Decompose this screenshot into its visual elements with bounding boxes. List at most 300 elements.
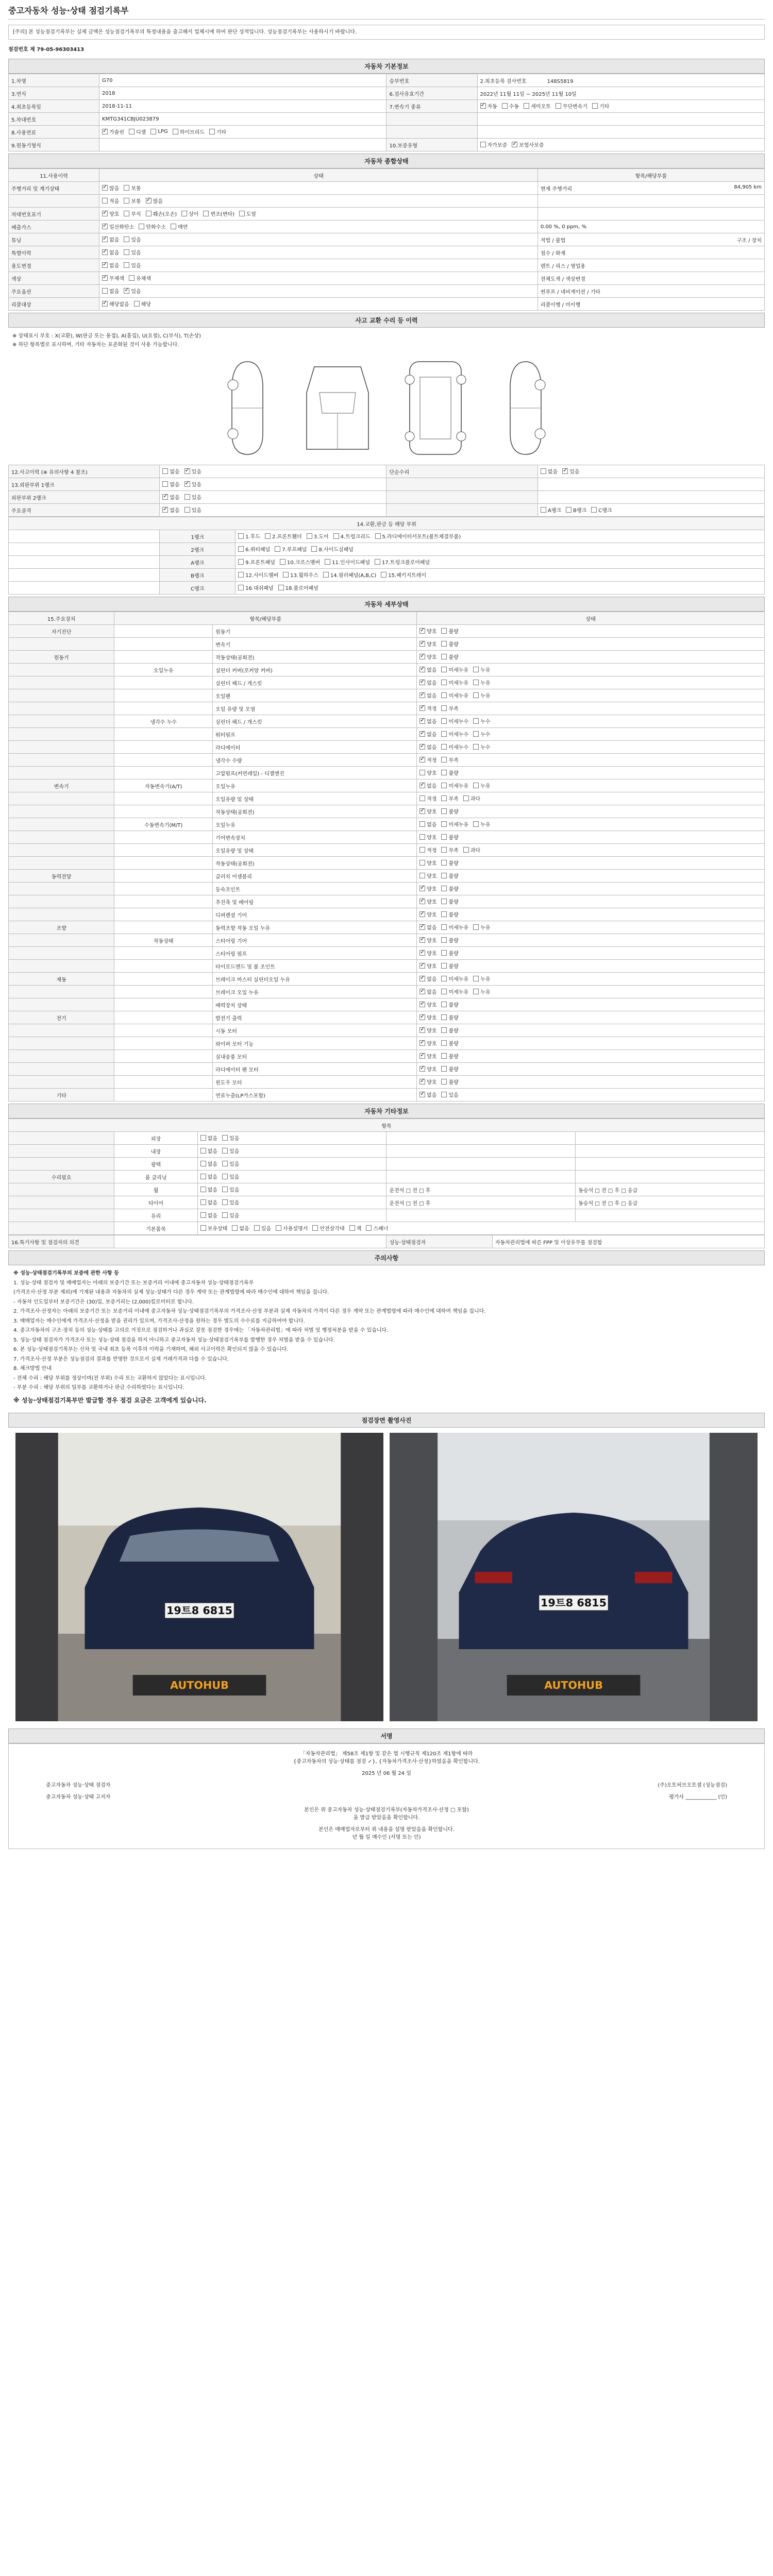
detail-option-label: 없음 [427, 1093, 437, 1098]
other-checkbox[interactable] [200, 1160, 217, 1167]
detail-checkbox[interactable] [419, 910, 436, 918]
detail-checkbox[interactable] [441, 923, 468, 931]
detail-option-label: 양호 [427, 655, 437, 660]
part-checkbox[interactable] [275, 545, 307, 553]
detail-checkbox[interactable] [441, 833, 458, 841]
detail-checkbox[interactable] [419, 859, 436, 867]
caution-item: - 부분 수리 : 해당 부위의 일부를 교환하거나 판금 수리하였다는 표시입니다. [13, 1385, 184, 1391]
detail-option-label: 불량 [448, 1003, 459, 1008]
warranty-checkbox[interactable] [512, 141, 544, 148]
detail-checkbox[interactable] [441, 743, 468, 751]
detail-item: 스티어링 펌프 [213, 947, 417, 960]
detail-category: 원동기 [9, 651, 114, 664]
general-checkbox[interactable] [102, 287, 119, 295]
remarks-label: 16.특기사항 및 점검자의 의견 [9, 1235, 114, 1248]
detail-checkbox[interactable] [441, 691, 468, 699]
detail-item: 타이로드엔드 및 볼 조인트 [213, 960, 417, 973]
general-checkbox[interactable] [124, 248, 141, 256]
detail-item: 기어변속장치 [213, 831, 417, 844]
general-options [102, 210, 535, 218]
checkbox-icon [124, 185, 129, 191]
part-checkbox[interactable] [375, 532, 461, 540]
detail-checkbox[interactable] [441, 666, 468, 673]
detail-option-label: 불량 [448, 642, 459, 648]
detail-checkbox[interactable] [441, 704, 458, 712]
detail-subcategory [114, 638, 213, 651]
part-option-label: 11.인사이드패널 [332, 560, 371, 566]
detail-option-label: 적정 [427, 706, 437, 712]
checkbox-icon [419, 744, 425, 750]
accident-options [162, 506, 383, 514]
checkbox-icon [419, 654, 425, 659]
accident-checkbox[interactable] [162, 506, 179, 514]
accident-checkbox[interactable] [162, 467, 179, 475]
general-checkbox[interactable] [124, 184, 141, 192]
part-checkbox[interactable] [333, 532, 371, 540]
other-options [200, 1147, 384, 1155]
detail-checkbox[interactable] [441, 846, 458, 854]
part-checkbox[interactable] [325, 558, 370, 566]
part-checkbox[interactable] [238, 532, 260, 540]
detail-checkbox[interactable] [419, 1065, 436, 1073]
accident-2-checkbox[interactable] [541, 506, 561, 514]
detail-option-label: 불량 [448, 938, 459, 944]
detail-item: 스티어링 기어 [213, 934, 417, 947]
accident-label-2 [386, 504, 537, 517]
detail-subcategory [114, 625, 213, 638]
detail-checkbox[interactable] [441, 975, 468, 982]
detail-checkbox[interactable] [419, 730, 436, 738]
detail-option-label: 불량 [448, 771, 459, 776]
detail-checkbox[interactable] [419, 885, 436, 892]
detail-row [9, 1089, 765, 1101]
checkbox-icon [222, 1187, 228, 1192]
part-checkbox[interactable] [283, 571, 318, 579]
transmission-checkbox[interactable] [592, 102, 609, 110]
other-checkbox[interactable] [222, 1185, 239, 1193]
basic-value-2 [477, 126, 764, 139]
detail-option-label: 불량 [448, 835, 459, 841]
other-checkbox[interactable] [200, 1224, 228, 1232]
detail-checkbox[interactable] [441, 820, 468, 828]
detail-item: 냉각수 수량 [213, 754, 417, 767]
detail-checkbox[interactable] [441, 1091, 458, 1098]
other-checkbox[interactable] [349, 1224, 362, 1232]
detail-checkbox[interactable] [419, 962, 436, 970]
fuel-checkbox[interactable] [102, 128, 124, 135]
detail-options [419, 627, 762, 635]
detail-checkbox[interactable] [441, 910, 458, 918]
checkbox-icon [441, 628, 447, 634]
general-checkbox[interactable] [124, 287, 141, 295]
accident-table [8, 465, 765, 517]
detail-checkbox[interactable] [419, 1091, 436, 1098]
general-checkbox[interactable] [139, 223, 166, 230]
detail-checkbox[interactable] [473, 820, 490, 828]
general-option-label: 해당없음 [109, 302, 129, 308]
general-checkbox[interactable] [239, 210, 256, 217]
detail-checkbox[interactable] [419, 820, 436, 828]
part-checkbox[interactable] [280, 558, 320, 566]
basic-label-2: 7.변속기 종류 [386, 100, 477, 113]
general-checkbox[interactable] [102, 261, 119, 269]
detail-checkbox[interactable] [419, 769, 436, 776]
accident-checkbox[interactable] [162, 480, 179, 488]
detail-checkbox[interactable] [419, 807, 436, 815]
transmission-option-label: 세미오토 [531, 104, 551, 110]
other-checkbox[interactable] [222, 1134, 239, 1142]
general-checkbox[interactable] [129, 274, 151, 282]
general-checkbox[interactable] [134, 300, 151, 308]
parts-title-row [9, 517, 765, 530]
checkbox-icon [162, 481, 168, 487]
detail-option-label: 있음 [448, 1093, 459, 1098]
other-checkbox[interactable] [200, 1198, 217, 1206]
detail-option-label: 불량 [448, 1015, 459, 1021]
general-checkbox[interactable] [171, 223, 188, 230]
accident-checkbox[interactable] [184, 493, 201, 501]
detail-checkbox[interactable] [473, 988, 490, 995]
detail-checkbox[interactable] [441, 640, 458, 648]
checkbox-icon [419, 770, 425, 775]
detail-row [9, 831, 765, 844]
detail-checkbox[interactable] [419, 704, 436, 712]
other-option-label: 없음 [207, 1136, 218, 1142]
detail-subcategory: 수동변속기(M/T) [114, 818, 213, 831]
detail-checkbox[interactable] [419, 988, 436, 995]
detail-checkbox[interactable] [419, 679, 436, 686]
general-checkbox[interactable] [102, 274, 124, 282]
detail-option-label: 불량 [448, 951, 459, 957]
part-checkbox[interactable] [311, 545, 354, 553]
detail-checkbox[interactable] [473, 730, 490, 738]
detail-checkbox[interactable] [441, 1001, 458, 1008]
accident-2-checkbox[interactable] [566, 506, 586, 514]
detail-state [417, 625, 765, 638]
detail-checkbox[interactable] [419, 794, 436, 802]
other-checkbox[interactable] [312, 1224, 344, 1232]
basic-value-text: G70 [102, 77, 113, 83]
warranty-checkbox[interactable] [480, 141, 508, 148]
detail-checkbox[interactable] [441, 782, 468, 789]
general-checkbox[interactable] [203, 210, 234, 217]
accident-option-label: 있음 [191, 469, 202, 475]
other-checkbox[interactable] [366, 1224, 388, 1232]
general-checkbox[interactable] [102, 235, 119, 243]
detail-checkbox[interactable] [441, 1013, 458, 1021]
detail-checkbox[interactable] [441, 936, 458, 944]
checkbox-icon [419, 731, 425, 737]
transmission-checkbox[interactable] [556, 102, 587, 110]
detail-option-label: 누유 [480, 693, 491, 699]
car-frame-diagram [397, 357, 474, 460]
detail-option-label: 없음 [427, 693, 437, 699]
caution-item: (가격조사·산정 부분 제외)에 기재된 내용과 자동차의 실제 성능·상태가 다른 경우 계약 또는 관계법령에 따라 매수인에 대하여 책임을 집니다. [13, 1290, 329, 1295]
general-label: 튜닝 [9, 233, 99, 246]
detail-row [9, 934, 765, 947]
other-checkbox[interactable] [222, 1198, 239, 1206]
detail-checkbox[interactable] [441, 1052, 458, 1060]
transmission-checkbox[interactable] [524, 102, 551, 110]
detail-state [417, 947, 765, 960]
detail-option-label: 없음 [427, 990, 437, 995]
other-row [9, 1196, 765, 1209]
detail-row [9, 805, 765, 818]
detail-checkbox[interactable] [441, 962, 458, 970]
checkbox-icon [441, 783, 447, 788]
detail-checkbox[interactable] [441, 756, 458, 764]
detail-checkbox[interactable] [419, 872, 436, 879]
detail-checkbox[interactable] [419, 833, 436, 841]
transmission-option-label: 수동 [509, 104, 519, 110]
detail-option-label: 적정 [427, 796, 437, 802]
other-checkbox[interactable] [200, 1185, 217, 1193]
detail-checkbox[interactable] [419, 846, 436, 854]
detail-options [419, 730, 762, 738]
other-checkbox[interactable] [254, 1224, 271, 1232]
accident-checkbox[interactable] [184, 467, 201, 475]
basic-value-text: 2018-11-11 [102, 103, 132, 109]
detail-subcategory: 작동상태 [114, 934, 213, 947]
detail-category [9, 1076, 114, 1089]
general-option-label: 상이 [189, 212, 199, 217]
detail-checkbox[interactable] [419, 756, 436, 764]
other-extra-2 [576, 1171, 765, 1183]
general-checkbox[interactable] [146, 197, 163, 205]
checkbox-icon [146, 198, 152, 204]
other-header-row [9, 1119, 765, 1132]
part-checkbox[interactable] [278, 584, 318, 591]
detail-checkbox[interactable] [441, 988, 468, 995]
checkbox-icon [419, 1066, 425, 1072]
detail-checkbox[interactable] [441, 897, 458, 905]
general-options [102, 184, 535, 192]
checkbox-icon [419, 1014, 425, 1020]
detail-checkbox[interactable] [441, 1065, 458, 1073]
part-checkbox[interactable] [265, 532, 302, 540]
detail-checkbox[interactable] [441, 949, 458, 957]
fuel-checkbox[interactable] [150, 129, 167, 134]
other-checkbox[interactable] [222, 1160, 239, 1167]
other-group [9, 1145, 114, 1158]
detail-option-label: 양호 [427, 951, 437, 957]
detail-checkbox[interactable] [419, 743, 436, 751]
appraiser-row [46, 1792, 727, 1800]
part-option-label: 3.도어 [313, 534, 329, 540]
detail-checkbox[interactable] [441, 1078, 458, 1086]
detail-checkbox[interactable] [441, 872, 458, 879]
detail-item: 작동상태(공회전) [213, 857, 417, 870]
part-checkbox[interactable] [238, 584, 274, 591]
checkbox-icon [419, 1040, 425, 1046]
part-checkbox[interactable] [381, 571, 426, 579]
detail-option-label: 없음 [427, 745, 437, 751]
detail-checkbox[interactable] [463, 794, 480, 802]
detail-checkbox[interactable] [419, 691, 436, 699]
detail-checkbox[interactable] [441, 730, 468, 738]
general-checkbox[interactable] [181, 210, 198, 217]
detail-checkbox[interactable] [473, 679, 490, 686]
general-checkbox[interactable] [102, 248, 119, 256]
detail-checkbox[interactable] [419, 1039, 436, 1047]
detail-checkbox[interactable] [419, 936, 436, 944]
checkbox-icon [129, 129, 135, 134]
other-checkbox[interactable] [200, 1211, 217, 1219]
general-state [99, 208, 538, 221]
accident-state [160, 465, 386, 478]
part-checkbox[interactable] [238, 558, 275, 566]
general-checkbox[interactable] [124, 197, 141, 205]
detail-checkbox[interactable] [441, 717, 468, 725]
general-row [9, 195, 765, 208]
detail-checkbox[interactable] [441, 769, 458, 776]
detail-item: 라디에이터 팬 모터 [213, 1063, 417, 1076]
other-checkbox[interactable] [232, 1224, 249, 1232]
general-row [9, 272, 765, 285]
detail-checkbox[interactable] [463, 846, 480, 854]
part-option-label: 1.후드 [245, 534, 260, 540]
fuel-checkbox[interactable] [173, 128, 205, 135]
detail-checkbox[interactable] [419, 1013, 436, 1021]
detail-options [419, 949, 762, 957]
part-checkbox[interactable] [238, 571, 278, 579]
other-checkbox[interactable] [200, 1147, 217, 1155]
detail-checkbox[interactable] [419, 782, 436, 789]
fuel-checkbox[interactable] [129, 128, 146, 135]
detail-checkbox[interactable] [473, 743, 490, 751]
other-checkbox[interactable] [200, 1134, 217, 1142]
general-checkbox[interactable] [102, 300, 129, 308]
detail-checkbox[interactable] [419, 923, 436, 931]
rear-lift-brand: AUTOHUB [544, 1679, 603, 1692]
part-checkbox[interactable] [238, 545, 270, 553]
detail-checkbox[interactable] [441, 653, 458, 660]
general-checkbox[interactable] [124, 235, 141, 243]
accident-checkbox[interactable] [162, 493, 179, 501]
accident-2-checkbox[interactable] [541, 467, 558, 475]
checkbox-icon [102, 185, 108, 191]
general-checkbox[interactable] [124, 210, 141, 217]
general-option-label: 보통 [131, 199, 141, 205]
caution-item: 1. 성능·상태 점검자 및 매매업자는 아래의 보증기간 또는 보증거리 이내에 중고자동차 성능·상태점검기록부 [13, 1280, 254, 1286]
detail-option-label: 양호 [427, 629, 437, 635]
detail-checkbox[interactable] [441, 859, 458, 867]
accident-checkbox[interactable] [184, 506, 201, 514]
other-checkbox[interactable] [200, 1173, 217, 1180]
detail-item: 원동기 [213, 625, 417, 638]
detail-subcategory [114, 754, 213, 767]
parts-rank: 1랭크 [160, 530, 236, 543]
other-checkbox[interactable] [276, 1224, 308, 1232]
checkbox-icon [275, 546, 280, 552]
detail-checkbox[interactable] [441, 794, 458, 802]
detail-checkbox[interactable] [473, 691, 490, 699]
checkbox-icon [441, 976, 447, 981]
detail-checkbox[interactable] [441, 627, 458, 635]
part-checkbox[interactable] [375, 558, 430, 566]
detail-checkbox[interactable] [419, 640, 436, 648]
basic-value-3-text: 148S5819 [547, 78, 574, 84]
car-top-front-diagram [299, 357, 376, 460]
accident-checkbox[interactable] [184, 480, 201, 488]
parts-items [236, 543, 765, 556]
detail-subcategory [114, 1050, 213, 1063]
detail-checkbox[interactable] [441, 807, 458, 815]
general-checkbox[interactable] [102, 210, 119, 217]
detail-checkbox[interactable] [473, 717, 490, 725]
part-checkbox[interactable] [323, 571, 376, 579]
detail-checkbox[interactable] [441, 1039, 458, 1047]
other-checkbox[interactable] [222, 1173, 239, 1180]
general-option-label: 일산화탄소 [109, 225, 135, 230]
checkbox-icon [102, 301, 108, 307]
basic-row [9, 113, 765, 126]
general-checkbox[interactable] [146, 210, 177, 217]
detail-checkbox[interactable] [419, 666, 436, 673]
other-checkbox[interactable] [222, 1211, 239, 1219]
detail-options [419, 988, 762, 996]
detail-checkbox[interactable] [419, 1052, 436, 1060]
general-checkbox[interactable] [102, 197, 119, 205]
part-option-label: 5.라디에이터서포트(볼트체결부품) [382, 534, 461, 540]
detail-option-label: 미세누유 [448, 822, 469, 828]
general-row [9, 298, 765, 311]
detail-checkbox[interactable] [419, 717, 436, 725]
detail-checkbox[interactable] [419, 1001, 436, 1008]
detail-subcategory [114, 728, 213, 741]
checkbox-icon [441, 1027, 447, 1033]
detail-checkbox[interactable] [441, 679, 468, 686]
general-checkbox[interactable] [102, 184, 119, 192]
detail-checkbox[interactable] [419, 949, 436, 957]
checkbox-icon [463, 795, 469, 801]
other-label: 광택 [114, 1158, 197, 1171]
caution-item: 2. 가격조사·산정자는 아래의 보증기간 또는 보증거리 이내에 중고자동차 성능·상태점검기록부의 가격조사·산정 부분과 실제 자동차의 가격이 다른 경우 계약 또는 관계법령에 따라 매수인에 대하여 책임을 집니다. [13, 1309, 486, 1314]
detail-checkbox[interactable] [419, 653, 436, 660]
other-options [200, 1134, 384, 1142]
basic-row [9, 87, 765, 100]
accident-2-checkbox[interactable] [591, 506, 612, 514]
detail-checkbox[interactable] [473, 975, 490, 982]
checkbox-icon [280, 559, 285, 565]
accident-2-checkbox[interactable] [562, 467, 579, 475]
other-checkbox[interactable] [222, 1147, 239, 1155]
transmission-checkbox[interactable] [502, 102, 519, 110]
detail-item: 디퍼렌셜 기어 [213, 908, 417, 921]
basic-label-2: 10.보증유형 [386, 139, 477, 151]
part-checkbox[interactable] [307, 532, 329, 540]
general-checkbox[interactable] [124, 261, 141, 269]
detail-checkbox[interactable] [419, 897, 436, 905]
general-checkbox[interactable] [102, 223, 134, 230]
checkbox-icon [375, 559, 380, 565]
transmission-checkbox[interactable] [480, 102, 497, 110]
detail-checkbox[interactable] [473, 782, 490, 789]
detail-checkbox[interactable] [441, 1026, 458, 1034]
caution-footer: ※ 성능·상태점검기록부만 발급할 경우 점검 요금은 고객에게 있습니다. [13, 1396, 207, 1404]
detail-checkbox[interactable] [419, 627, 436, 635]
detail-checkbox[interactable] [419, 975, 436, 982]
detail-option-label: 불량 [448, 1028, 459, 1034]
detail-checkbox[interactable] [419, 1078, 436, 1086]
detail-checkbox[interactable] [473, 923, 490, 931]
detail-checkbox[interactable] [419, 1026, 436, 1034]
detail-checkbox[interactable] [473, 666, 490, 673]
fuel-checkbox[interactable] [209, 128, 226, 135]
checkbox-icon [181, 211, 187, 216]
detail-checkbox[interactable] [441, 885, 458, 892]
fuel-option-label: 기타 [216, 130, 227, 135]
